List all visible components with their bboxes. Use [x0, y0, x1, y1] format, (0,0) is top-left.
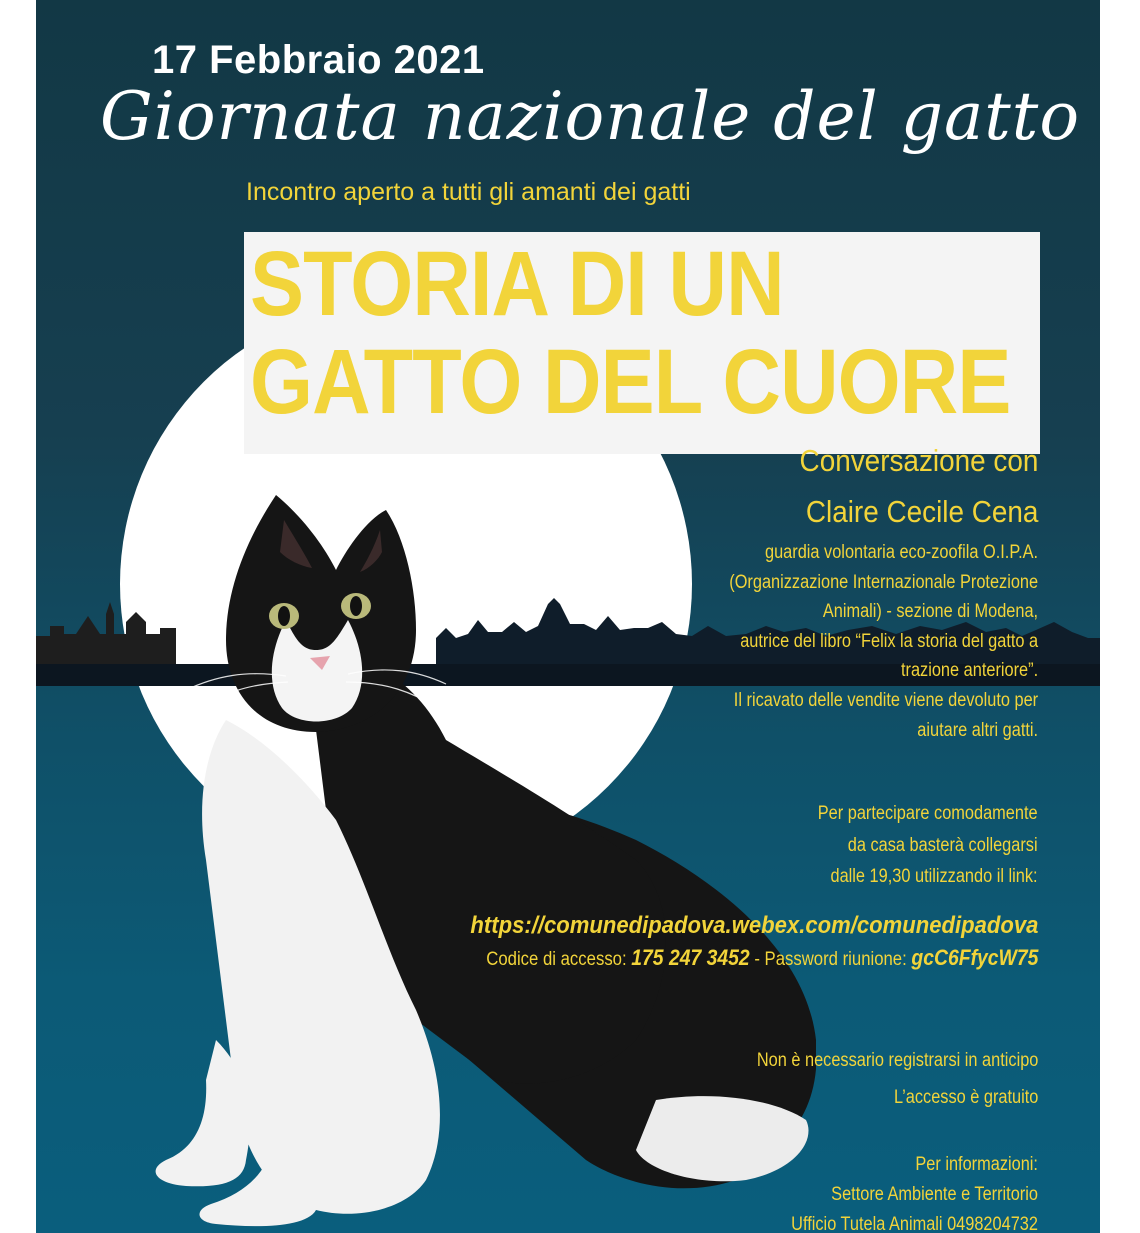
- meeting-password: gcC6FfycW75: [911, 945, 1038, 970]
- webex-link[interactable]: https://comunedipadova.webex.com/comunedipadova: [469, 912, 1038, 939]
- event-poster: [36, 0, 1100, 1233]
- headline-line-1: STORIA DI UN: [250, 233, 784, 335]
- event-subtitle: Incontro aperto a tutti gli amanti dei gatti: [246, 178, 691, 206]
- access-code-label: Codice di accesso:: [485, 949, 627, 970]
- conversation-label: Conversazione con: [799, 443, 1038, 478]
- bio-line: Il ricavato delle vendite viene devoluto per: [733, 689, 1038, 711]
- bio-line: (Organizzazione Internazionale Protezione: [729, 571, 1038, 593]
- note-line: Non è necessario registrarsi in anticipo: [756, 1050, 1038, 1071]
- info-line: Settore Ambiente e Territorio: [831, 1184, 1038, 1205]
- password-label: - Password riunione:: [753, 949, 907, 970]
- instruction-line: dalle 19,30 utilizzando il link:: [830, 866, 1038, 887]
- notes: [756, 1042, 1038, 1116]
- contact-info: [791, 1150, 1038, 1233]
- access-details: [486, 945, 1038, 971]
- bio-line: trazione anteriore”.: [900, 660, 1038, 682]
- instruction-line: Per partecipare comodamente: [818, 803, 1038, 824]
- info-line: Per informazioni:: [915, 1154, 1038, 1175]
- speaker-name: Claire Cecile Cena: [805, 494, 1038, 529]
- instruction-line: da casa basterà collegarsi: [848, 834, 1038, 856]
- access-code: 175 247 3452: [630, 945, 750, 970]
- participation-instructions: [818, 798, 1038, 893]
- info-line: Ufficio Tutela Animali 0498204732: [791, 1214, 1038, 1233]
- script-title: Giornata nazionale del gatto: [100, 78, 1081, 155]
- event-date: 17 Febbraio 2021: [152, 38, 485, 82]
- speaker-bio: [729, 538, 1038, 745]
- black-white-cat-photo: [116, 480, 816, 1233]
- headline-line-2: GATTO DEL CUORE: [250, 331, 1011, 433]
- bio-line: autrice del libro “Felix la storia del gatto a: [740, 630, 1038, 652]
- bio-line: aiutare altri gatti.: [917, 719, 1038, 741]
- bio-line: Animali) - sezione di Modena,: [822, 601, 1038, 623]
- bio-line: guardia volontaria eco-zoofila O.I.P.A.: [764, 542, 1038, 563]
- note-line: L’accesso è gratuito: [893, 1087, 1038, 1108]
